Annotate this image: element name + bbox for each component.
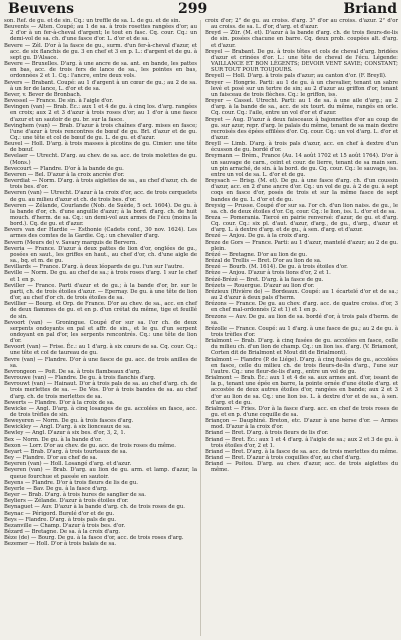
armorial-entry: Breyer — Hongrie. Parti: au 1 de gu. à un chevalier, tenant un sabre levé et posé sur un tertre de sin; au 2 d'azur au griffon d'or, tenant un faisceau de trois flèches. Cq.: le griffon, iss. xyxy=(204,79,398,98)
armorial-entry: Brézé-Brézé — Bret. D'arg. à la fasce de gu. xyxy=(204,276,324,283)
page-number: 299 xyxy=(178,1,208,17)
armorial-entry: Bevere — Bruxelles. D'arg. à une ancre de sa. ant. en bande, les pattes en bas, acc. de trois fers de lance de sa., les pointes en bas, ordonnées 2 et 1. Cq.: l'ancre, entre deux vols. xyxy=(4,61,197,80)
armorial-entry: Beveren (van) — Utrecht. D'azur à la croix d'or, acc. de trois cerquelets de gu. au milieu d'azur et ch. de trois bes. d'or. xyxy=(4,190,197,203)
armorial-entry: Brèze — Anjou. D'azur à trois lions d'or, 2 et 1. xyxy=(204,270,331,277)
armorial-entry: Brézieux (Rivière de) — Bordeaux. Coupé: au 1 écartelé d'or et de sa.; au 2 d'azur à deux pals d'herm. xyxy=(204,288,398,302)
armorial-entry: Bevoort (van) — Groningue. Coupé d'or sur sa. l'or ch. de deux serpents ondoyants en pal et affr. de sin., et le gu. d'un serpent ondoyant en pal d'or, les serpents rencontrés. Cq.: une tête de lion d'or. xyxy=(4,319,197,345)
armorial-entry: Breyel — Brabant. De gu. à trois têtes et cols de cheval d'arg. bridées d'azur et crinées d'or. L.: une tête de cheval de l'écu. Légende: VAILLANCE ET BON LÉGENTS; DEVOIR VENT SAVIE; CONSTANT; SUR TOUT POUR TOUJOURS. xyxy=(204,48,398,74)
header-right-guide-word: Briand xyxy=(343,1,397,17)
armorial-entry: Bewerts — Flandre. D'or à la croix de sa. xyxy=(4,399,115,406)
header-left-guide-word: Beuvens xyxy=(8,1,75,17)
armorial-entry: Breza — Pomerania. Tiercé en pairie renversé: d'azur, de gu. et d'arg. Cq. cour. Cq.: six pl. d'aut. d'azur, d'arg., de gu., d'arg., d'azur et d'arg. L. à dextre d'arg. et de gu., à sen. d'arg. et d'azur. xyxy=(204,215,398,234)
armorial-entry: Breyd — Zür. (M. et). D'azur à la bande d'arg. ch. de trois fleurs-de-lis de sin. posées chacune en barre. Cq. deux prob. coupées alt. d'arg. et d'azur. xyxy=(204,30,398,49)
armorial-entry: Beweyeren — Norm. De gu. à trois fasces d'arg. xyxy=(4,418,134,425)
armorial-entry: Briand — Bret. D'arg. à trois fleurs de lis d'or. xyxy=(204,430,329,437)
armorial-entry: Bevillards — France. D'arg. à deux léopards de gu. l'un sur l'autre. xyxy=(4,264,184,271)
armorial-entry: Beyeren (van) — Holl. Losangé d'arg. et d'azur. xyxy=(4,461,132,468)
armorial-entry: Bex — Norm. De gu. à la bande d'or. xyxy=(4,436,102,443)
armorial-entry: Brialmont — Brab. Éc.: aux 1 et 4 de sa. aux armes ant. d'or, issant de la p., tenant une épée en barre, la pointe ornée d'une étoile d'arg. et accostée de deux autres étoiles d'or, rangées en bande; aux 2 et 3 d'or au lion de sa. Cq.: une lion iss. L. à dextre d'or et de sa., à sen. d'arg. et de gu. xyxy=(204,375,398,406)
armorial-entry: Bevelaer — Utrecht. D'arg. au chev. de sa. acc. de trois molettes de gu. (Mons.) xyxy=(4,153,197,166)
text-columns xyxy=(0,18,401,638)
armorial-entry: Beville — Norm. De gu. au chef de sa.; à trois roses d'arg. 1 sur le chef et 1 en p. xyxy=(4,270,197,283)
armorial-entry: Brezé — Bourb. (M. 1614). De gu. à trois étoiles d'or. xyxy=(204,264,348,271)
left-column xyxy=(0,18,200,638)
armorial-entry: Beynac — Périgord. Burelé d'or et de gu. xyxy=(4,510,115,517)
armorial-entry: Bezemer — Holl. D'or à trois balais de sa. xyxy=(4,541,117,548)
armorial-entry: Bevers van der Hardie — Esthonie (Cadets conf., 30 nov. 1624). Les armes des comtes de la Gardie. Cq.: un chevalier d'arg. xyxy=(4,227,197,240)
armorial-entry: Beyart — Brab. D'arg. à trois tourteaux de sa. xyxy=(4,448,128,455)
armorial-entry: Bewicke — Angl. D'arg. à cinq losanges de gu. accolées en fasce, acc. de trois trèfles de sin. xyxy=(4,405,197,418)
armorial-entry: Bevern (Meurs de) v. Savary marquis de Bervern. xyxy=(4,239,138,246)
armorial-entry: croix d'or; 2° de gu. au croiss. d'arg. 3° d'or au croiss. d'azur. 2° d'or au croiss. de sa. L. d'or, d'arg. et d'azur. xyxy=(204,18,398,31)
armorial-entry: Breysig — Prusse. Coupé d'or sur sa. l'or ch. d'un lion naiss. de gu., le sa. ch. de deux étoiles d'or. Cq. cour. Cq.: le lion, iss. L. d'or et de sa. xyxy=(204,202,398,215)
armorial-entry: Beynaguet — Auv. D'azur à la bande d'arg. ch. de trois roses de gu. xyxy=(4,504,185,511)
armorial-entry: Beys — Flandre. D'arg. à trois pals de gu. xyxy=(4,516,117,523)
right-column xyxy=(201,18,401,638)
armorial-entry: Beuvents — Alten. Coupé; au 1 de sa. à trois rosettes rangées d'or; au 2 d'or à un fer-à-cheval d'argent; le tout en fasc. Cq. cour. Cq.: un demi-vol de sa. ch. d'une fasce d'or. L. d'or et de sa. xyxy=(4,24,197,43)
armorial-entry: Bézard — Bretagne. De sa. à la croix d'arg. xyxy=(4,528,121,535)
armorial-entry: Brézets — Rouergue. D'azur au lion d'or. xyxy=(204,282,315,289)
armorial-entry: Bevingen (van) — Brab. Éc.: aux 1 et 4 de gu. à cinq los. d'arg. rangées en croix; aux 2 et 3 d'azur à trois roses d'or; au 1 d'or à une fasce d'azur et un sautoir de gu. br. sur la fasce. xyxy=(4,104,197,123)
armorial-entry: Beviller — France. Parti d'azur et de gu.; à la bande d'or, br. sur le parti, ch. de trois étoiles d'azur. — Epernay. De gu. à une tête de lion d'or, au chef d'or ch. de trois étoiles de sa. xyxy=(4,282,197,302)
armorial-entry: Breyll — Limb. D'arg. à trois pals d'azur, acc. en chef à dextre d'un écusson de gu. bordé d'or. xyxy=(204,141,398,154)
armorial-entry: Bevere — Zél. D'or à la fasce de gu., surm. d'un fer-à-cheval d'azur, et acc. de six flanchis de gu. 3 en chef et 3 en p. L.: d'argent et de gu. à sept gu. D'Alsace. xyxy=(4,42,197,61)
armorial-entry: Breyer — Cassel. Utrecht. Parti: au 1 de sa. à une aile d'arg.; au 2 d'arg. à la bande de sa., acc. de six tourt. du même, rangés en orle. Cq. cour. Cq.: l'aile, entre un vol d'or et d'azur. xyxy=(204,98,398,117)
armorial-entry: Beveren — Zélande, Courlande (Nob. de Suède, 5 oct. 1604). De gu. à la bande d'or, ch. d'une anguille d'azur; à la bord. d'arg. ch. de huit mouch. d'herm. de sa. Cq.: un demi-vol aux armes de l'écu (moins la bord.). Cq. de gu. et d'azur. xyxy=(4,202,197,228)
armorial-entry: Beyerle — Bav. De gu. à la fasce d'arg. xyxy=(4,485,108,492)
armorial-entry: Bezanville — Champ. D'azur à trois bes. d'or. xyxy=(4,522,126,529)
armorial-entry: Bewickley — Angl. D'arg. à six lionceaux de sa. xyxy=(4,424,131,431)
armorial-entry: Beveria — France. D'azur à deux pattes de lion d'or, onglées de gu., posées en saut., les griffes en haut., au chef d'or, ch. d'une aigle de sa., bq. et m. de gu. xyxy=(4,245,197,265)
armorial-entry: Briand — Poitou. D'arg. au chev. d'azur, acc. de trois aiglettes du même. xyxy=(204,461,398,474)
armorial-entry: Brézolle — France. Coupé: au 1 d'arg. à une fasce de gu.; au 2 de gu. à trois trèfles d'or. xyxy=(204,325,398,338)
armorial-entry: Bevinghem (van) — Brab. D'azur à trois chaînes d'arg. mises en fasce; l'une d'azur à trois rencontres de bœuf de gu. Brl. d'azur et de gu. Cq.: une tête et col de bœuf de gu. L. de gu. et d'azur. xyxy=(4,122,197,141)
armorial-entry: Beyer — Brab. D'arg. à trois hures de sanglier de sa. xyxy=(4,492,146,499)
armorial-entry: Bevrongeon — Poit. De sa. à trois flambeaux d'arg. xyxy=(4,368,141,375)
armorial-entry: Bexon — Lorr. D'or au chev. de gu. acc. de trois roses du même. xyxy=(4,442,176,449)
armorial-entry: Brézons — France. De gu. au chev. d'arg. acc. de quatre croiss. d'or, 3 en chef mal-ordonnés (2 et 1) et 1 en p. xyxy=(204,301,398,314)
page-header xyxy=(0,0,401,18)
armorial-entry: Beveren — Bel. D'azur à la croix ancrée d'or. xyxy=(4,171,125,178)
armorial-entry: Bevillier — Bourg. et Orp. de France. D'or au chev. de sa., acc. en chef de deux flammes de gu. et en p. d'un crétat du même, tige et feuillé de sin. xyxy=(4,301,197,320)
armorial-entry: Brézé — Bretagne. D'or au lion de gu. xyxy=(204,251,308,258)
armorial-entry: Bevrouwt (van) — Hainaut. D'or à trois pals de sa. au chef d'arg. ch. de trois merlettes de sa. — De Vos. D'or à trois bandes de sa. au chef d'arg. ch. de trois merlettes de sa. xyxy=(4,381,197,400)
armorial-entry: Bevessel — France. De sin. à l'aigle d'or. xyxy=(4,98,114,105)
armorial-entry: Brialmont — Flandre (P. de Liége). D'arg. à cinq fusées de gu., accolées en fasce, celle du milieu ch. de trois fleurs-de-lis d'arg., l'une sur l'autre. Cq.: une fleur-de-lis d'arg., entre un vol de gu. xyxy=(204,356,398,375)
armorial-entry: Beuvel — Holl. D'arg. à trois masses à picotins de gu. Cimier: une tête de bœuf. xyxy=(4,141,197,154)
armorial-entry: Breymann — Brém., France (Au. 14 août 1702 et 15 août 1764). D'or à un sauvage de carn., ceint et cour. de lierre, tenant de sa main sen. un pin arraché, de sin. à la bord. de gu. Cq. cour. Cq.: le sauvage, iss. entre un vol de sa. L. d'or et de gu. xyxy=(204,153,398,178)
armorial-entry: Bevre (van) — Flandre. D'or à une fasce de gu. acc. de trois anilles de sa. xyxy=(4,356,197,369)
armorial-entry: Briançon — Dauphiné. Breton, etc. D'azur à une herse d'or. — Armes mod. D'azur à la croix d'or. xyxy=(204,418,398,431)
armorial-entry: Bevecourt — Flandre. D'or à la bande de gu. xyxy=(4,165,124,172)
armorial-entry: Brialmont — Brab. D'arg. à cinq fusées de gu. accolées en fasce, celle du milieu ch. d'un lion de champ. Cq.: un lion iss. d'arg. (V. Briamont, Corten dit de Brialmont et Mout dit de Brialmont). xyxy=(204,338,398,357)
armorial-entry: Bèze (de) — Bourg. De gu. à la fasce d'or, acc. de trois roses d'arg. xyxy=(4,535,184,542)
armorial-entry: Brezé — Anjou. De gu. à la croix d'arg. xyxy=(204,233,310,240)
armorial-entry: Beverdiat — Norm. D'arg. à trois aiglettes de sa., au chef d'azur, ch. de trois bes. d'or. xyxy=(4,178,197,191)
armorial-entry: Brialmont — Fries. D'or à la fasce d'arg. acc. en chef de trois roses de gu. et en p. d'une coquille de sa. xyxy=(204,405,398,418)
armorial-entry: Bevoort (van) — Frise. Éc.: au 1 d'arg. à six cœurs de sa. Cq. cour. Cq.: une tête et col de taureau de gu. xyxy=(4,344,197,357)
armorial-entry: Briand — Bret. D'azur à trois coquilles d'or, au chef d'arg. xyxy=(204,455,361,462)
armorial-entry: Breyell — Holl. D'arg. à trois pals d'azur; au canton d'or. (F. Breyll). xyxy=(204,73,387,80)
armorial-entry: Bevers — Brabant. Coupé: au 1 d'argent à un cœur de gu.; au 2 de sa. à un fer de lance, L. d'or et de sa. xyxy=(4,79,197,92)
armorial-entry: Bevrouwe (van) — Flandre. De gu. à trois flanchis d'arg. xyxy=(4,375,156,382)
armorial-entry: Brézal de Trellis — Bret. D'or au lion de sa. xyxy=(204,258,322,265)
armorial-entry: Bever, v. Bever de Bronbach. xyxy=(4,91,82,98)
armorial-entry: son. Ref. de gu. et de sin. Cq.: un treffle de sa. L. de gu. et de sin. xyxy=(4,18,181,24)
armorial-entry: Breyet — Aug. D'azur à deux faisceaux à bajonnettes d'or au coup de gu. sur azur, repr. d'arg. le palais du même, tenant de sa main dextre recroisés des épées effilées d'or. Cq. cour. Cq.: un vol d'arg. L. d'or et d'azur. xyxy=(204,116,398,141)
armorial-entry: Beyliers — Zélande. D'azur à trois étoiles d'or. xyxy=(4,498,129,505)
armorial-entry: Brezons — Auv. De gu. au lion de sa. bordé d'or, à trois pals d'herm. de sa. xyxy=(204,313,398,326)
armorial-entry: Breze de Gors — France. Parti: au 1 d'azur, mantelé d'azur; au 2 de gu. plein. xyxy=(204,239,398,252)
armorial-entry: Beyeren (van) — Brab. D'arg. au lion de gu. arm. et lamp. d'azur, la queue fourchue et passée en sautoir. xyxy=(4,467,197,480)
armorial-entry: Breysach — Brisg. (M. et). De gu. à une fasce d'arg. ch. d'un coussin d'azur, acc. en 2 d'une ancre d'or. Cq.: un vol de gu. à 2 de gu. à sept coqs en fasce d'or, posés de trois et sur la même fasce de sept bandes de gu. L. d'or et de gu. xyxy=(204,178,398,203)
armorial-entry: Beyens — Flandre. D'or à trois fleurs de lis de gu. xyxy=(4,479,138,486)
armorial-entry: Bey — Flandre. D'or au chef de sa. xyxy=(4,455,98,462)
armorial-entry: Briand — Bret. Éc.: aux 1 et 4 d'arg. à l'aigle de sa.; aux 2 et 3 de gu. à trois étoiles d'or, 2 et 1. xyxy=(204,436,398,449)
armorial-entry: Briand — Bret. D'arg. à la fasce de sa. acc. de trois merlettes du même. xyxy=(204,448,398,455)
armorial-entry: Bewley — Angl. D'azur à six bes. d'or, 3, 2, 1. xyxy=(4,430,126,437)
